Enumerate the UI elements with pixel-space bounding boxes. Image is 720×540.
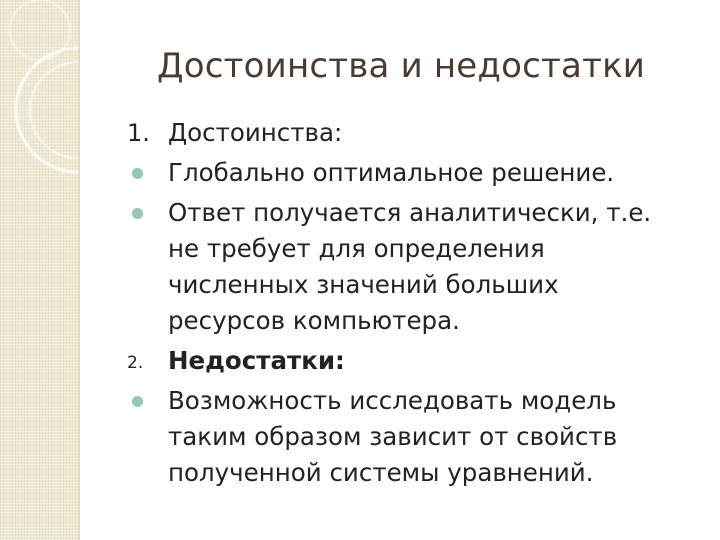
list-item-line: Ответ получается аналитически, т.е. — [168, 198, 652, 227]
list-item-line: полученной системы уравнений. — [168, 458, 594, 487]
list-number: 2. — [127, 353, 144, 373]
list-number: 1. — [127, 119, 150, 147]
list-item-line: ресурсов компьютера. — [168, 306, 460, 335]
decorative-sidebar — [0, 0, 78, 540]
list-item-line: не требует для определения — [168, 234, 545, 263]
list-item-line: численных значений больших — [168, 270, 559, 299]
list-item-line: Глобально оптимальное решение. — [168, 158, 615, 187]
list-heading: Недостатки: — [168, 346, 345, 375]
bullet-dot-icon — [132, 168, 143, 179]
sidebar-divider — [78, 0, 80, 540]
bullet-dot-icon — [132, 208, 143, 219]
decorative-circles-icon — [0, 0, 78, 540]
bullet-dot-icon — [132, 396, 143, 407]
list-item-line: Возможность исследовать модель — [168, 386, 617, 415]
list-item-line: таким образом зависит от свойств — [168, 422, 618, 451]
list-heading: Достоинства: — [168, 118, 343, 147]
slide-title: Достоинства и недостатки — [157, 46, 646, 86]
